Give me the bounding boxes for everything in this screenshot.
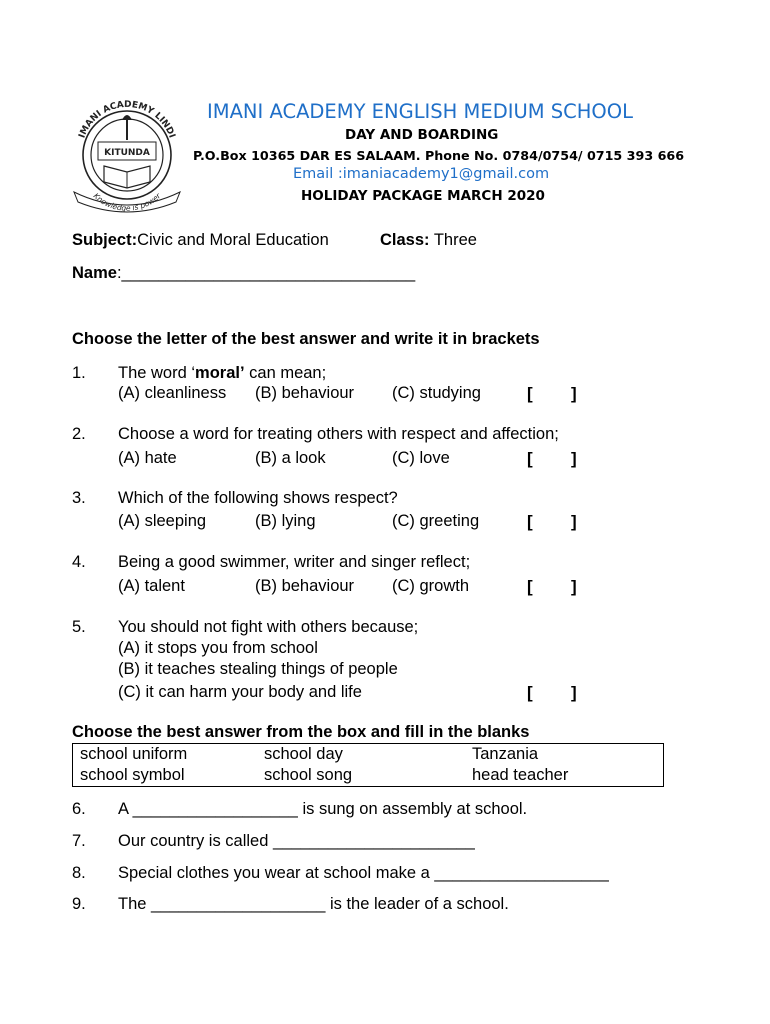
class-line <box>380 231 477 250</box>
question-number: 2. <box>72 425 86 443</box>
box-word: school song <box>264 766 353 784</box>
class-value: Three <box>433 231 477 249</box>
question-number: 5. <box>72 618 86 636</box>
school-name: IMANI ACADEMY ENGLISH MEDIUM SCHOOL <box>207 100 633 123</box>
logo-top-text: IMANI ACADEMY LINDI <box>77 99 177 140</box>
subject-line <box>72 231 329 250</box>
answer-bracket-open[interactable]: [ <box>527 384 533 403</box>
box-word: school symbol <box>80 766 185 784</box>
question-text <box>118 364 326 383</box>
fill-blank-question[interactable]: The ___________________ is the leader of a school. <box>118 895 509 913</box>
answer-bracket-close[interactable]: ] <box>571 449 577 468</box>
question-text: You should not fight with others because; <box>118 618 419 636</box>
question-number: 3. <box>72 489 86 507</box>
question-text: Which of the following shows respect? <box>118 489 398 507</box>
fill-blank-question[interactable]: A __________________ is sung on assembly at school. <box>118 800 528 818</box>
question-number: 1. <box>72 364 86 382</box>
option-a[interactable]: (A) talent <box>118 577 185 595</box>
question-number: 9. <box>72 895 86 913</box>
name-label: Name <box>72 264 117 282</box>
subject-label: Subject: <box>72 231 138 249</box>
question-text-post: can mean; <box>244 364 327 382</box>
option-b[interactable]: (B) a look <box>255 449 326 467</box>
package-title: HOLIDAY PACKAGE MARCH 2020 <box>301 188 545 204</box>
option-b[interactable]: (B) behaviour <box>255 577 355 595</box>
answer-bracket-open[interactable]: [ <box>527 577 533 596</box>
school-subtitle: DAY AND BOARDING <box>345 127 499 143</box>
section1-instruction: Choose the letter of the best answer and write it in brackets <box>72 330 540 348</box>
answer-bracket-close[interactable]: ] <box>571 683 577 702</box>
school-address: P.O.Box 10365 DAR ES SALAAM. Phone No. 0784/0754/ 0715 393 666 <box>193 148 685 163</box>
logo-center-text: KITUNDA <box>104 148 150 158</box>
option-c[interactable]: (C) growth <box>392 577 470 595</box>
logo-motto: Knowledge is power <box>91 191 163 213</box>
option-a[interactable]: (A) hate <box>118 449 177 467</box>
box-word: school day <box>264 745 343 763</box>
option-a[interactable]: (A) sleeping <box>118 512 207 530</box>
box-word: head teacher <box>472 766 569 784</box>
answer-bracket-close[interactable]: ] <box>571 512 577 531</box>
school-email: Email :imaniacademy1@gmail.com <box>293 166 550 182</box>
section2-instruction: Choose the best answer from the box and fill in the blanks <box>72 723 530 741</box>
answer-bracket-open[interactable]: [ <box>527 683 533 702</box>
option-c[interactable]: (C) greeting <box>392 512 480 530</box>
answer-bracket-close[interactable]: ] <box>571 384 577 403</box>
question-number: 8. <box>72 864 86 882</box>
answer-bracket-close[interactable]: ] <box>571 577 577 596</box>
answer-bracket-open[interactable]: [ <box>527 449 533 468</box>
subject-value: Civic and Moral Education <box>137 231 329 249</box>
box-word: Tanzania <box>472 745 539 763</box>
fill-blank-question[interactable]: Special clothes you wear at school make a ___________________ <box>118 864 609 882</box>
option-b[interactable]: (B) behaviour <box>255 384 355 402</box>
answer-bracket-open[interactable]: [ <box>527 512 533 531</box>
fill-blank-question[interactable]: Our country is called ______________________ <box>118 832 475 850</box>
question-number: 6. <box>72 800 86 818</box>
question-text: Choose a word for treating others with respect and affection; <box>118 425 559 443</box>
option-a[interactable]: (A) it stops you from school <box>118 639 318 657</box>
option-c[interactable]: (C) it can harm your body and life <box>118 683 362 701</box>
class-label: Class: <box>380 231 430 249</box>
question-text: Being a good swimmer, writer and singer reflect; <box>118 553 471 571</box>
name-line[interactable] <box>72 264 415 283</box>
option-c[interactable]: (C) love <box>392 449 450 467</box>
option-c[interactable]: (C) studying <box>392 384 481 402</box>
box-word: school uniform <box>80 745 188 763</box>
question-text-pre: The word ‘ <box>118 364 196 382</box>
school-logo <box>68 96 186 214</box>
question-text-bold: moral’ <box>195 364 245 382</box>
option-b[interactable]: (B) it teaches stealing things of people <box>118 660 398 678</box>
option-a[interactable]: (A) cleanliness <box>118 384 227 402</box>
option-b[interactable]: (B) lying <box>255 512 316 530</box>
name-blank[interactable]: :________________________________ <box>116 264 416 282</box>
question-number: 7. <box>72 832 86 850</box>
question-number: 4. <box>72 553 86 571</box>
